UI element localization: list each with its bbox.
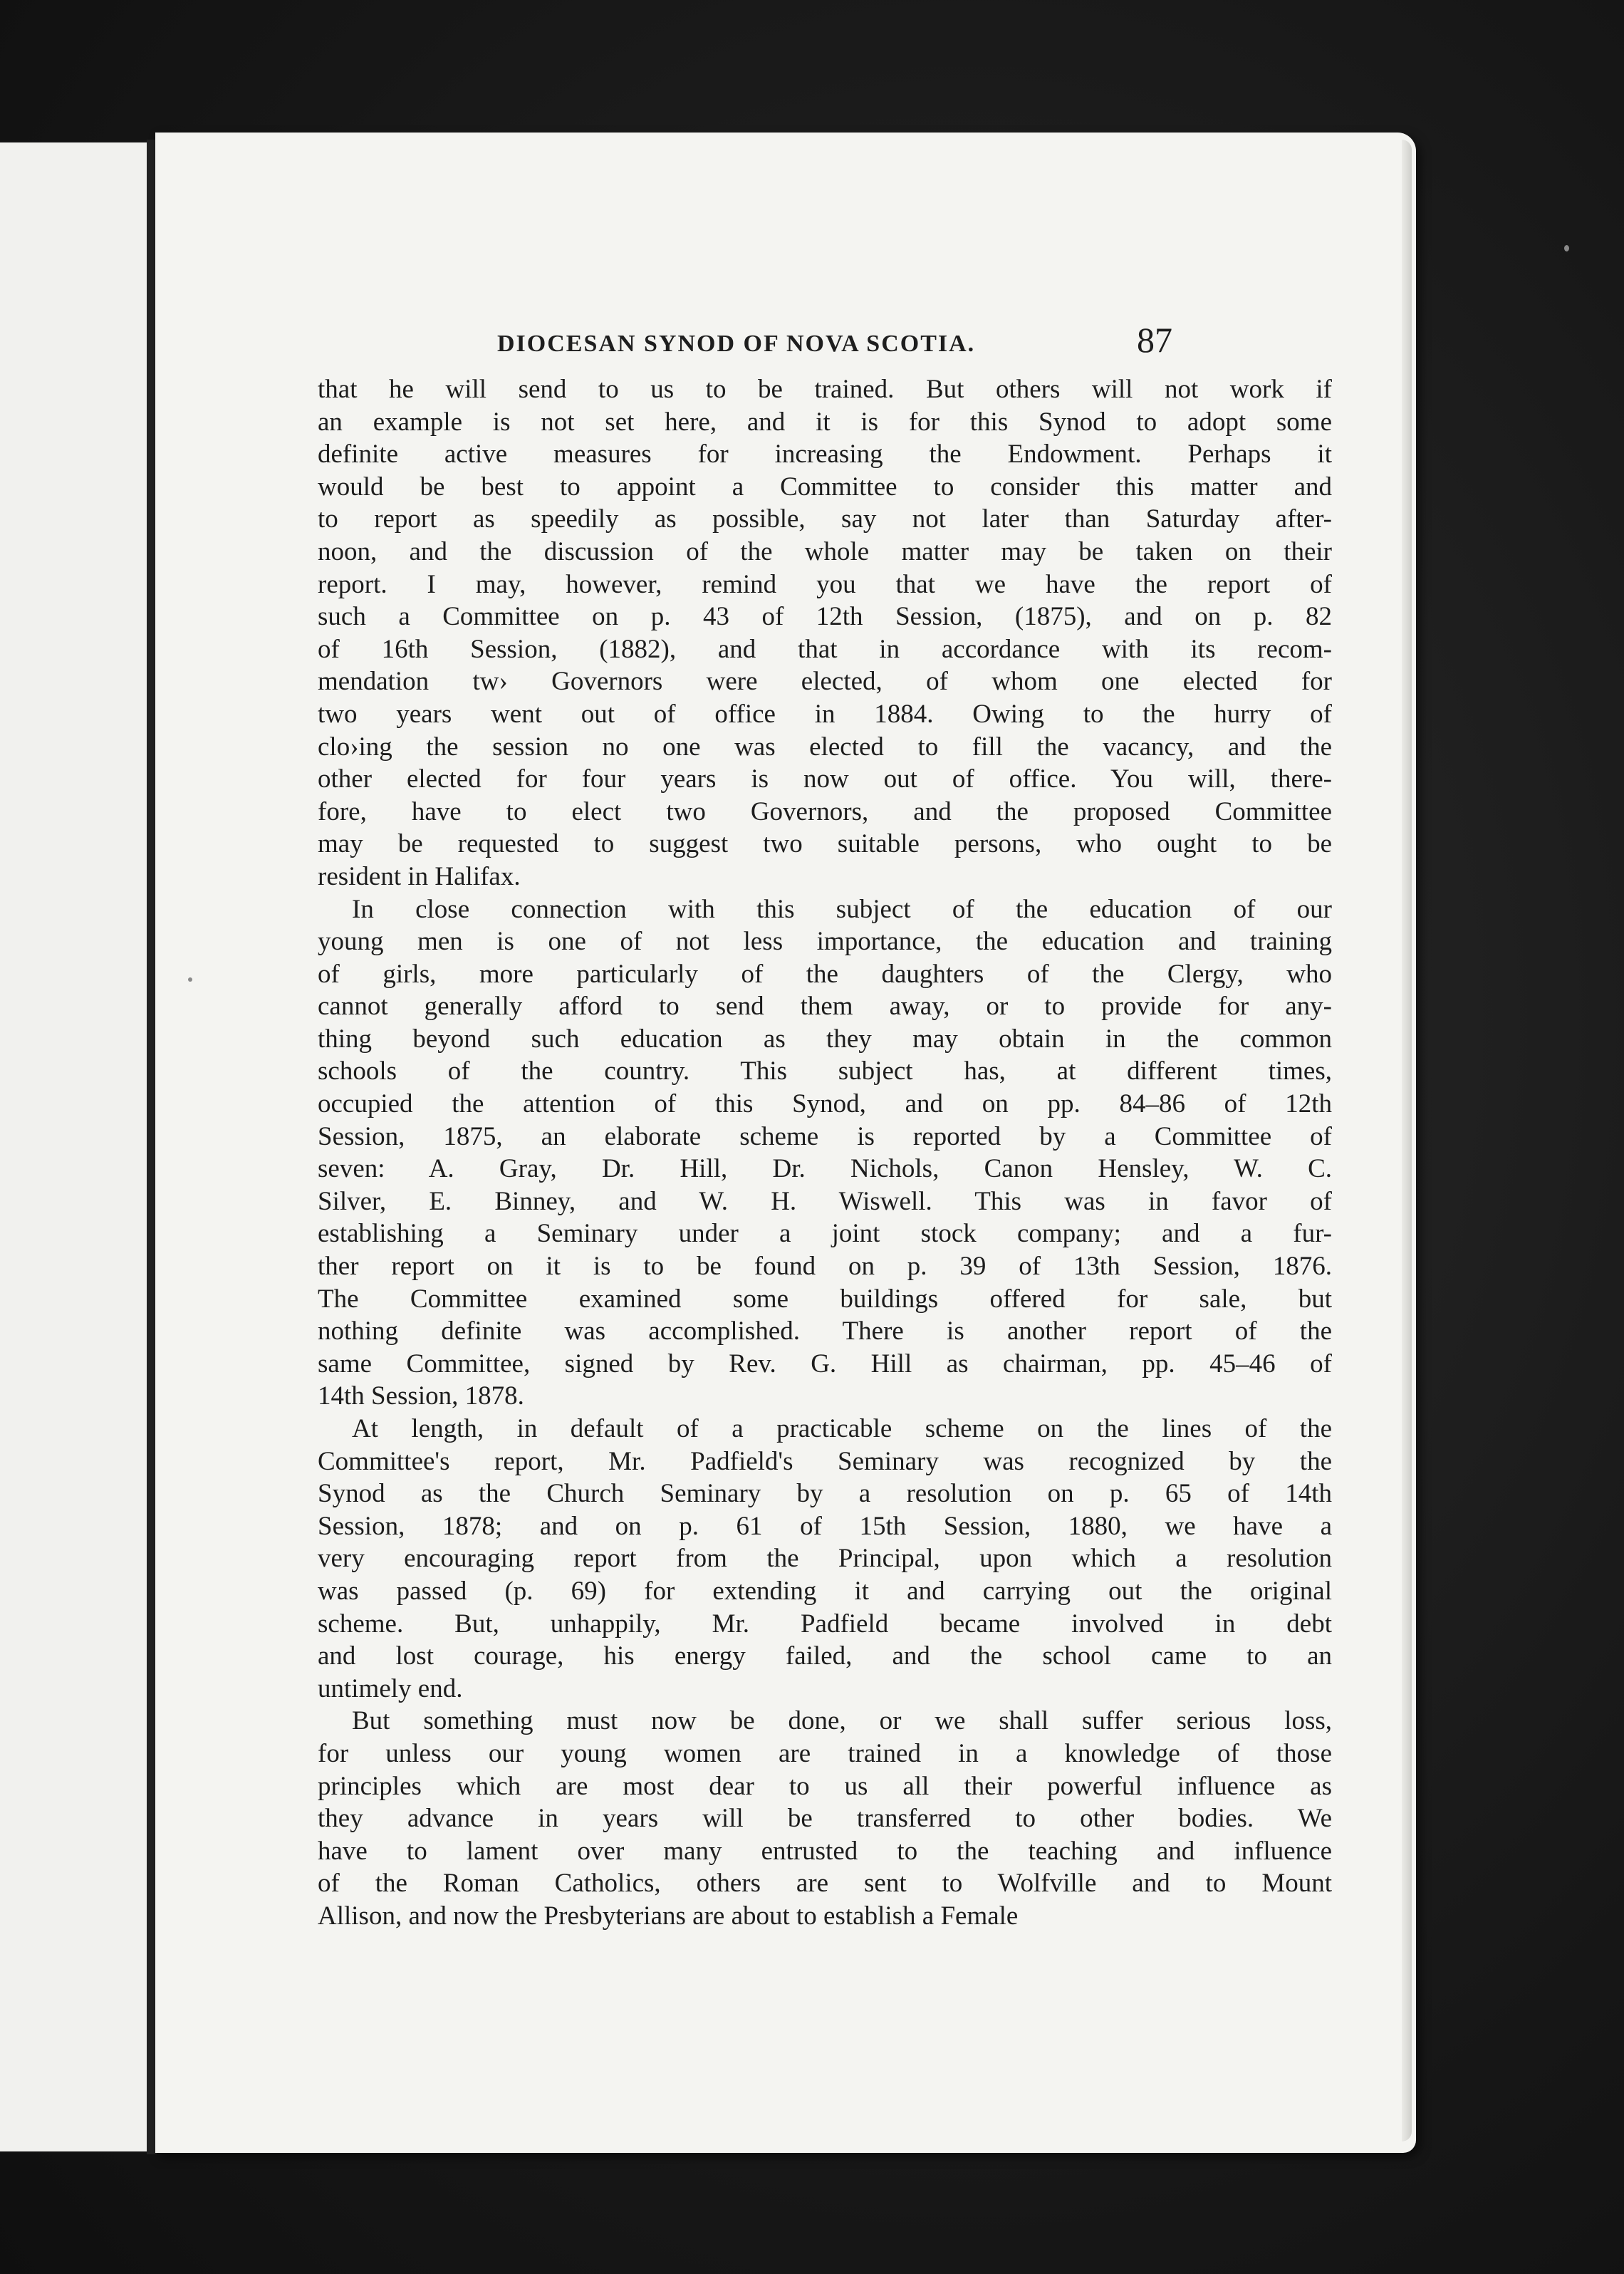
text-line: of girls, more particularly of the daughters of the Clergy, who [318, 959, 1332, 989]
text-line: was passed (p. 69) for extending it and carrying out the original [318, 1576, 1332, 1606]
text-line: thing beyond such education as they may obtain in the common [318, 1024, 1332, 1054]
text-line: principles which are most dear to us all their powerful influence as [318, 1771, 1332, 1801]
text-line: resident in Halifax. [318, 861, 521, 891]
book-page [155, 133, 1416, 2153]
paragraph [318, 893, 1332, 1413]
text-line: ther report on it is to be found on p. 39 of 13th Session, 1876. [318, 1252, 1332, 1282]
text-line: The Committee examined some buildings offered for sale, but [318, 1284, 1332, 1314]
text-line: and lost courage, his energy failed, and the school came to an [318, 1641, 1332, 1671]
text-line: In close connection with this subject of the education of our [352, 894, 1332, 924]
body-text [318, 373, 1332, 1933]
text-line: scheme. But, unhappily, Mr. Padfield became involved in debt [318, 1609, 1332, 1639]
text-line: of 16th Session, (1882), and that in accordance with its recom- [318, 634, 1332, 664]
text-line: to report as speedily as possible, say not later than Saturday after- [318, 504, 1332, 534]
text-line: they advance in years will be transferred to other bodies. We [318, 1804, 1332, 1834]
text-line: such a Committee on p. 43 of 12th Session, (1875), and on p. 82 [318, 602, 1332, 632]
text-line: Silver, E. Binney, and W. H. Wiswell. This was in favor of [318, 1186, 1332, 1216]
text-line: same Committee, signed by Rev. G. Hill as chairman, pp. 45–46 of [318, 1349, 1332, 1379]
header-title: DIOCESAN SYNOD OF NOVA SCOTIA. [497, 331, 976, 357]
text-line: Allison, and now the Presbyterians are about to establish a Female [318, 1901, 1019, 1931]
text-line: Committee's report, Mr. Padfield's Seminary was recognized by the [318, 1446, 1332, 1476]
text-line: Session, 1875, an elaborate scheme is reported by a Committee of [318, 1121, 1332, 1151]
text-line: would be best to appoint a Committee to consider this matter and [318, 472, 1332, 502]
text-line: two years went out of office in 1884. Owing to the hurry of [318, 699, 1332, 729]
text-line: may be requested to suggest two suitable persons, who ought to be [318, 829, 1332, 859]
text-line: At length, in default of a practicable scheme on the lines of the [352, 1414, 1332, 1443]
facing-page-edge [0, 142, 151, 2151]
text-line: other elected for four years is now out of office. You will, there- [318, 764, 1332, 794]
text-line: Synod as the Church Seminary by a resolution on p. 65 of 14th [318, 1479, 1332, 1509]
text-line: definite active measures for increasing the Endowment. Perhaps it [318, 440, 1332, 469]
text-line: untimely end. [318, 1673, 463, 1703]
text-line: young men is one of not less importance, the education and training [318, 927, 1332, 957]
running-header [155, 316, 1366, 373]
text-line: cannot generally afford to send them away, or to provide for any- [318, 992, 1332, 1022]
text-line: schools of the country. This subject has, at different times, [318, 1056, 1332, 1086]
text-line: have to lament over many entrusted to the teaching and influence [318, 1836, 1332, 1866]
paragraph [318, 1705, 1332, 1932]
text-line: report. I may, however, remind you that we have the report of [318, 569, 1332, 599]
dust-speck [1564, 245, 1569, 251]
text-line: Session, 1878; and on p. 61 of 15th Session, 1880, we have a [318, 1511, 1332, 1541]
text-line: establishing a Seminary under a joint stock company; and a fur- [318, 1219, 1332, 1249]
text-line: very encouraging report from the Principal, upon which a resolution [318, 1544, 1332, 1574]
text-line: 14th Session, 1878. [318, 1381, 524, 1411]
text-line: occupied the attention of this Synod, and on pp. 84–86 of 12th [318, 1089, 1332, 1119]
text-line: for unless our young women are trained in a knowledge of those [318, 1738, 1332, 1768]
paragraph [318, 373, 1332, 893]
text-line: nothing definite was accomplished. There is another report of the [318, 1317, 1332, 1346]
text-line: fore, have to elect two Governors, and the proposed Committee [318, 796, 1332, 826]
text-line: of the Roman Catholics, others are sent to Wolfville and to Mount [318, 1869, 1332, 1899]
page-number: 87 [1137, 320, 1172, 360]
text-line: that he will send to us to be trained. But others will not work if [318, 375, 1332, 404]
text-line: clo›ing the session no one was elected to fill the vacancy, and the [318, 732, 1332, 762]
dust-speck [188, 977, 192, 982]
paragraph [318, 1413, 1332, 1705]
text-line: mendation tw› Governors were elected, of whom one elected for [318, 667, 1332, 697]
text-line: an example is not set here, and it is for this Synod to adopt some [318, 407, 1332, 437]
text-line: seven: A. Gray, Dr. Hill, Dr. Nichols, Canon Hensley, W. C. [318, 1154, 1332, 1184]
text-line: But something must now be done, or we shall suffer serious loss, [352, 1706, 1332, 1736]
text-line: noon, and the discussion of the whole matter may be taken on their [318, 536, 1332, 566]
